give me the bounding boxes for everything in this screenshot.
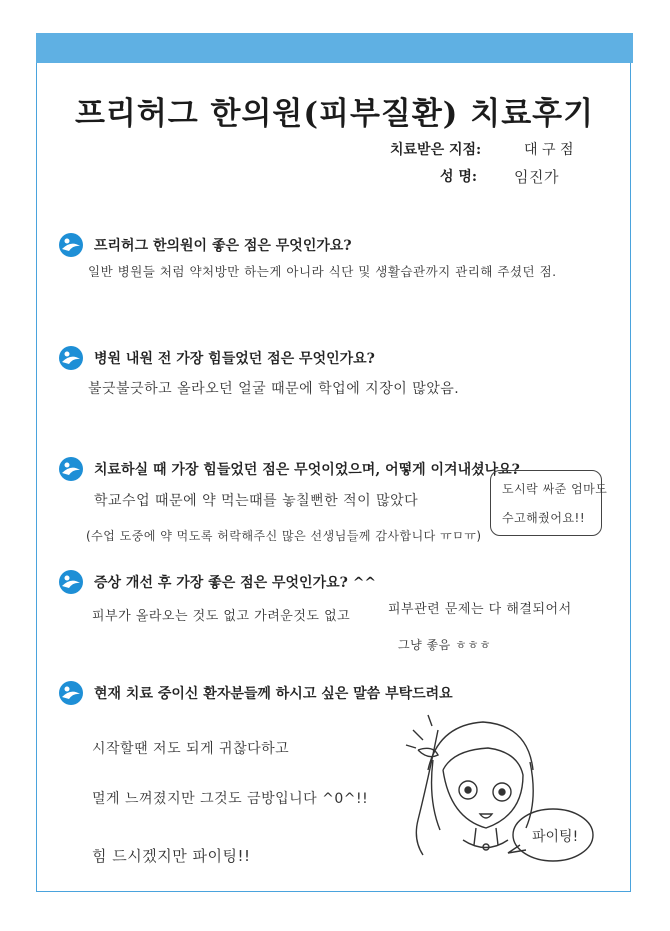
answer-5-line-2: 멀게 느껴졌지만 그것도 금방입니다 ^0^!! [92,791,369,807]
free-hug-logo-icon [58,345,84,371]
answer-4-line-1: 피부가 올라오는 것도 없고 가려운것도 없고 [92,609,351,624]
note-line-1: 도시락 싸준 엄마도 [502,482,608,496]
answer-5-line-1: 시작할땐 저도 되게 귀찮다하고 [92,741,290,757]
answer-4-line-2: 피부관련 문제는 다 해결되어서 [388,602,572,617]
question-3 [58,456,520,482]
branch-value: 대 구 점 [524,142,574,158]
top-banner [36,33,633,63]
question-4-text: 증상 개선 후 가장 좋은 점은 무엇인가요? ^^ [94,575,377,591]
page-title: 프리허그 한의원(피부질환) 치료후기 [74,96,595,132]
speech-bubble-text: 파이팅! [532,829,579,845]
question-2 [58,345,375,371]
note-line-2: 수고해줬어요!! [502,511,586,525]
question-2-text: 병원 내원 전 가장 힘들었던 점은 무엇인가요? [94,351,375,367]
answer-4-line-3: 그냥 좋음 ㅎㅎㅎ [398,638,492,652]
answer-5-line-3: 힘 드시겠지만 파이팅!! [92,847,251,865]
question-5-text: 현재 치료 중이신 환자분들께 하시고 싶은 말씀 부탁드려요 [94,686,453,702]
question-1 [58,232,352,258]
question-3-text: 치료하실 때 가장 힘들었던 점은 무엇이었으며, 어떻게 이겨내셨나요? [94,462,520,478]
answer-3-line-1: 학교수업 때문에 약 먹는때를 놓칠뻔한 적이 많았다 [94,493,419,509]
free-hug-logo-icon [58,456,84,482]
cartoon-girl-drawing [398,710,598,880]
free-hug-logo-icon [58,680,84,706]
answer-2: 불긋불긋하고 올라오던 얼굴 때문에 학업에 지장이 많았음. [88,381,460,397]
question-1-text: 프리허그 한의원이 좋은 점은 무엇인가요? [94,238,352,254]
question-5 [58,680,453,706]
branch-label: 치료받은 지점: [390,142,482,158]
free-hug-logo-icon [58,569,84,595]
question-4 [58,569,376,595]
name-label: 성 명: [440,169,478,185]
name-value: 임진가 [514,168,559,186]
free-hug-logo-icon [58,232,84,258]
answer-3-line-2: (수업 도중에 약 먹도록 허락해주신 많은 선생님들께 감사합니다 ㅠㅁㅠ) [86,529,482,543]
answer-1: 일반 병원들 처럼 약처방만 하는게 아니라 식단 및 생활습관까지 관리해 주셨던 점. [88,264,557,279]
